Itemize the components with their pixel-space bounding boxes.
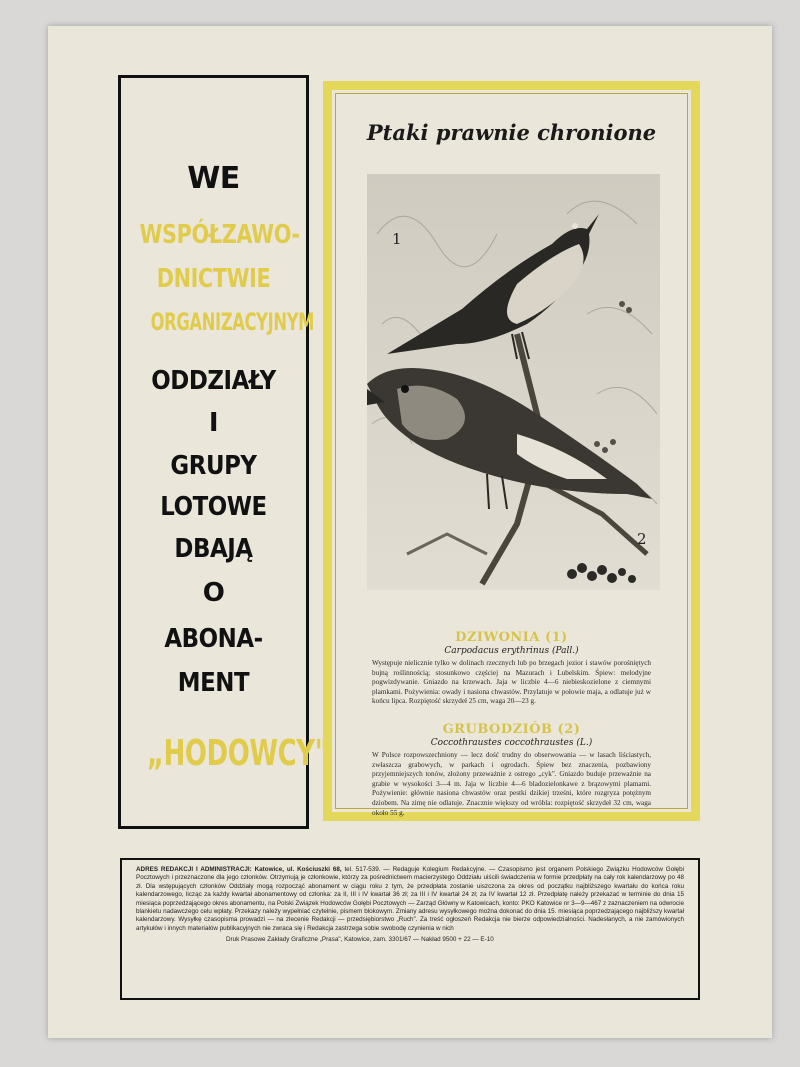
promo-line-5: ODDZIAŁY [151, 366, 276, 396]
promo-line-3: DNICTWIE [156, 264, 271, 294]
promo-line-2: WSPÓŁZAWO- [139, 220, 300, 250]
promo-line-12: MENT [177, 668, 250, 698]
species-2-latin-name: Coccothraustes coccothraustes (L.) [430, 738, 593, 748]
promo-line-9: DBAJĄ [174, 534, 253, 564]
birds-drawing [367, 174, 660, 590]
address-value: Katowice, ul. Kościuszki 68, [254, 866, 342, 873]
publication-info-text [136, 866, 684, 933]
promo-line-8: LOTOWE [160, 492, 267, 522]
publication-info-box [120, 858, 700, 1000]
promo-line-6: I [208, 408, 219, 438]
promo-line-13: „HODOWCY" [146, 733, 328, 774]
protected-birds-panel [323, 81, 700, 821]
figure-label-1: 1 [392, 230, 402, 248]
figure-label-2: 2 [637, 530, 647, 548]
printer-line: Druk Prasowe Zakłady Graficzne „Prasa", Katowice, zam. 3301/67 — Nakład 9500 + 22 — E-10 [226, 936, 494, 944]
panel-title: Ptaki prawnie chronione [366, 120, 657, 145]
promo-line-10: O [202, 578, 225, 608]
species-1-latin-name: Carpodacus erythrinus (Pall.) [444, 646, 579, 656]
birds-illustration [367, 174, 660, 590]
species-2-heading: GRUBODZIÓB (2) [442, 722, 581, 737]
promo-line-4: ORGANIZACYJNYM [150, 308, 315, 336]
promo-line-7: GRUPY [170, 451, 257, 481]
promo-line-11: ABONA- [164, 624, 263, 654]
subscription-promo-box [118, 75, 328, 829]
species-1-description: Występuje nielicznie tylko w dolinach rzecznych lub po brzegach jezior i stawów porośniętych bujną roślinnością; stosunkowo częściej na Mazurach i Lubelskim. Śpiew: melodyjne pogwizdywanie. Gniazdo na krzewach. Jaja w liczbie 4—6 niebieskozielone z ciemnymi plamkami. Pożywienia: owady i nasiona chwastów. Przylatuje w połowie maja, a odlatuje już w końcu lipca. Rozpiętość skrzydeł 25 cm, waga 20—23 g. [372, 659, 651, 706]
magazine-back-cover [48, 26, 772, 1038]
promo-line-1: WE [187, 161, 240, 196]
address-label: ADRES REDAKCJI I ADMINISTRACJI: [136, 866, 252, 873]
subscription-terms: tel. 517-539. — Redaguje Kolegium Redakcyjne. — Czasopismo jest organem Polskiego Związku Hodowców Gołębi Pocztowych i przeznaczone dla jego członków. Otrzymują je członkowie, którzy za pośrednictwem macierzystego Oddziału uiścili świadczenia w formie przedpłaty na cały rok kalendarzowy po 48 zł. Dla wstępujących członków Oddziały mogą rozpocząć abonament w ciągu roku z tym, że przedpłata zostanie uiszczona za okres od początku najbliższego kwartału do końca roku kalendarzowego, licząc za każdy kwartał abonamentowy od członka: za II, III i IV kwartał 36 zł; za III i IV kwartał 24 zł; za IV kwartał 12 zł. Przedpłatę należy przekazać w terminie do dnia 15 miesiąca poprzedzającego okres abonamentu, na Polski Związek Hodowców Gołębi Pocztowych — Zarząd Główny w Katowicach, konto: PKO Katowice nr 3—9—467 z zaznaczeniem na odwrocie blankietu nadawczego celu wpłaty. Przekazy należy wypełniać czytelnie, pismem blokowym. Zmiany adresu wysyłkowego można dokonać do dnia 15. miesiąca poprzedzającego najbliższy kwartał kalendarzowy. Wysyłkę czasopisma prowadzi — na zlecenie Redakcji — przedsiębiorstwo „Ruch". Za treść ogłoszeń Redakcja nie bierze odpowiedzialności. Nadesłanych, a nie zamówionych artykułów i innych materiałów publikacyjnych nie zwraca się i Redakcja zastrzega sobie swobodę czynienia w nich [136, 866, 685, 932]
species-1-heading: DZIWONIA (1) [455, 630, 568, 645]
species-2-description: W Polsce rozpowszechniony — lecz dość trudny do obserwowania — w lasach liściastych, zwłaszcza grabowych, w parkach i ogrodach. Śpiew bez znaczenia, pozbawiony przyjemniejszych tonów, złożony przeważnie z ostrego „cyk". Gniazdo buduje przeważnie na grabie w wysokości 3—4 m. Jaja w liczbie 4—6 bladozielonkawe z brązowymi plamami. Pożywienie: głównie nasiona chwastów oraz pestki dzikiej trześni, które rozgryza potężnym dziobem. Na zimę nie odlatuje. Znacznie większy od wróbla: rozpiętość skrzydeł 32 cm, waga około 55 g. [372, 751, 651, 817]
